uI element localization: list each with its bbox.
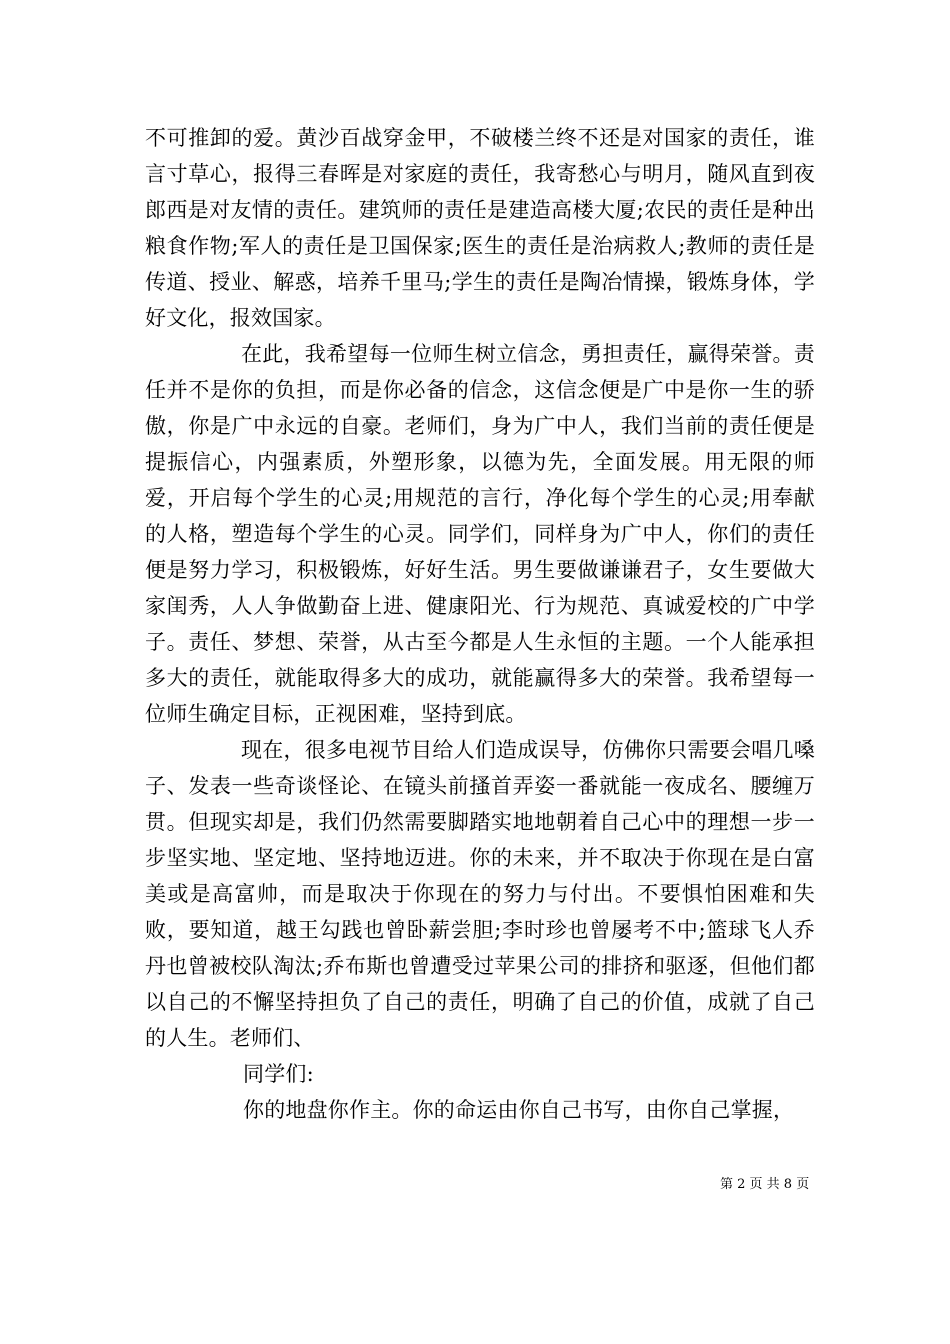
page-number-footer: 第 2 页 共 8 页 [720,1177,810,1192]
paragraph-your-destiny: 你的地盘你作主。你的命运由你自己书写，由你自己掌握， [243,1098,795,1122]
paragraph-classmates-salutation: 同学们: [243,1062,314,1086]
paragraph-tv-misleading: 现在，很多电视节目给人们造成误导，仿佛你只需要会唱几嗓子、发表一些奇谈怪论、在镜头前搔首弄姿一番就能一夜成名、腰缠万贯。但现实却是，我们仍然需要脚踏实地地朝着自己心中的理想一步一步坚实地、坚定地、坚持地迈进。你的未来，并不取决于你现在是白富美或是高富帅，而是取决于你现在的努力与付出。不要惧怕困难和失败，要知道，越王勾践也曾卧薪尝胆;李时珍也曾屡考不中;篮球飞人乔丹也曾被校队淘汰;乔布斯也曾遭受过苹果公司的排挤和驱逐，但他们都以自己的不懈坚持担负了自己的责任，明确了自己的价值，成就了自己的人生。老师们、 [145,738,815,1050]
paragraph-responsibility-examples: 不可推卸的爱。黄沙百战穿金甲，不破楼兰终不还是对国家的责任，谁言寸草心，报得三春晖是对家庭的责任，我寄愁心与明月，随风直到夜郎西是对友情的责任。建筑师的责任是建造高楼大厦;农民的责任是种出粮食作物;军人的责任是卫国保家;医生的责任是治病救人;教师的责任是传道、授业、解惑，培养千里马;学生的责任是陶冶情操，锻炼身体，学好文化，报效国家。 [145,126,815,330]
paragraph-hope-teachers-students: 在此，我希望每一位师生树立信念，勇担责任，赢得荣誉。责任并不是你的负担，而是你必备的信念，这信念便是广中是你一生的骄傲，你是广中永远的自豪。老师们，身为广中人，我们当前的责任便是提振信心，内强素质，外塑形象，以德为先，全面发展。用无限的师爱，开启每个学生的心灵;用规范的言行，净化每个学生的心灵;用奉献的人格，塑造每个学生的心灵。同学们，同样身为广中人，你们的责任便是努力学习，积极锻炼，好好生活。男生要做谦谦君子，女生要做大家闺秀，人人争做勤奋上进、健康阳光、行为规范、真诚爱校的广中学子。责任、梦想、荣誉，从古至今都是人生永恒的主题。一个人能承担多大的责任，就能取得多大的成功，就能赢得多大的荣誉。我希望每一位师生确定目标，正视困难，坚持到底。 [145,342,815,726]
body-text [145,120,815,1128]
